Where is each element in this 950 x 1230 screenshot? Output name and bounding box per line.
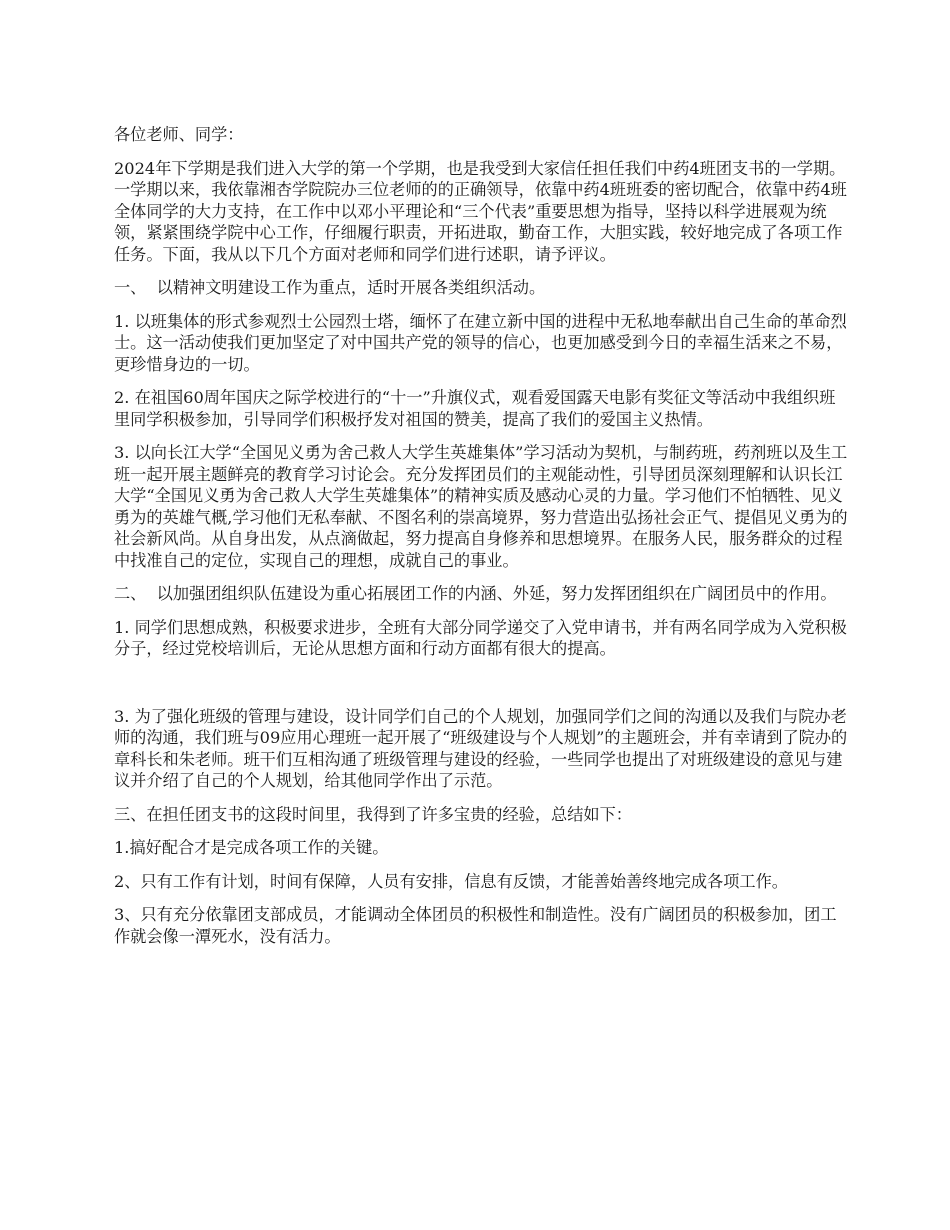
section-three-item-3: 3、只有充分依靠团支部成员，才能调动全体团员的积极性和制造性。没有广阔团员的积极参加，团工作就会像一潭死水，没有活力。: [114, 905, 837, 946]
section-one-item-1: 1. 以班集体的形式参观烈士公园烈士塔，缅怀了在建立新中国的进程中无私地奉献出自己生命的革命烈士。这一活动使我们更加坚定了对中国共产党的领导的信心，也更加感受到今日的幸福生活来之不易，更珍惜身边的一切。: [114, 311, 847, 374]
section-one-item-3: 3. 以向长江大学“全国见义勇为舍己救人大学生英雄集体”学习活动为契机，与制药班，药剂班以及生工班一起开展主题鲜亮的教育学习讨论会。充分发挥团员们的主观能动性，引导团员深刻理解和认识长江大学“全国见义勇为舍己救人大学生英雄集体”的精神实质及感动心灵的力量。学习他们不怕牺牲、见义勇为的英雄气概,学习他们无私奉献、不图名利的崇高境界，努力营造出弘扬社会正气、提倡见义勇为的社会新风尚。从自身出发，从点滴做起，努力提高自身修养和思想境界。在服务人民，服务群众的过程中找准自己的定位，实现自己的理想，成就自己的事业。: [114, 443, 848, 570]
section-three-item-1: 1.搞好配合才是完成各项工作的关键。: [114, 838, 389, 857]
section-one-item-2: 2. 在祖国60周年国庆之际学校进行的“十一”升旗仪式，观看爱国露天电影有奖征文等活动中我组织班里同学积极参加，引导同学们积极抒发对祖国的赞美，提高了我们的爱国主义热情。: [114, 388, 836, 429]
blank-gap: [114, 672, 850, 706]
section-two-item-1: 1. 同学们思想成熟，积极要求进步，全班有大部分同学递交了入党申请书，并有两名同学成为入党积极分子，经过党校培训后，无论从思想方面和行动方面都有很大的提高。: [114, 617, 847, 658]
intro-paragraph: 2024年下学期是我们进入大学的第一个学期，也是我受到大家信任担任我们中药4班团支书的一学期。一学期以来，我依靠湘杏学院院办三位老师的的正确领导，依靠中药4班班委的密切配合，依靠中药4班全体同学的大力支持，在工作中以邓小平理论和“三个代表”重要思想为指导，坚持以科学进展观为统领，紧紧围绕学院中心工作，仔细履行职责，开拓进取，勤奋工作，大胆实践，较好地完成了各项工作任务。下面，我从以下几个方面对老师和同学们进行述职，请予评议。: [114, 158, 847, 264]
section-three-heading: 三、在担任团支书的这段时间里，我得到了许多宝贵的经验，总结如下：: [114, 804, 632, 824]
salutation: 各位老师、同学：: [114, 125, 244, 144]
section-three-item-2: 2、只有工作有计划，时间有保障，人员有安排，信息有反馈，才能善始善终地完成各项工作。: [114, 871, 788, 891]
section-two-heading: 二、 以加强团组织队伍建设为重心拓展团工作的内涵、外延，努力发挥团组织在广阔团员中的作用。: [114, 584, 837, 603]
section-one-heading: 一、 以精神文明建设工作为重点，适时开展各类组织活动。: [114, 278, 546, 297]
section-two-item-3: 3. 为了强化班级的管理与建设，设计同学们自己的个人规划，加强同学们之间的沟通以及我们与院办老师的沟通，我们班与09应用心理班一起开展了“班级建设与个人规划”的主题班会，并有幸请到了院办的章科长和朱老师。班干们互相沟通了班级管理与建设的经验，一些同学也提出了对班级建设的意见与建议并介绍了自己的个人规划，给其他同学作出了示范。: [114, 706, 848, 790]
